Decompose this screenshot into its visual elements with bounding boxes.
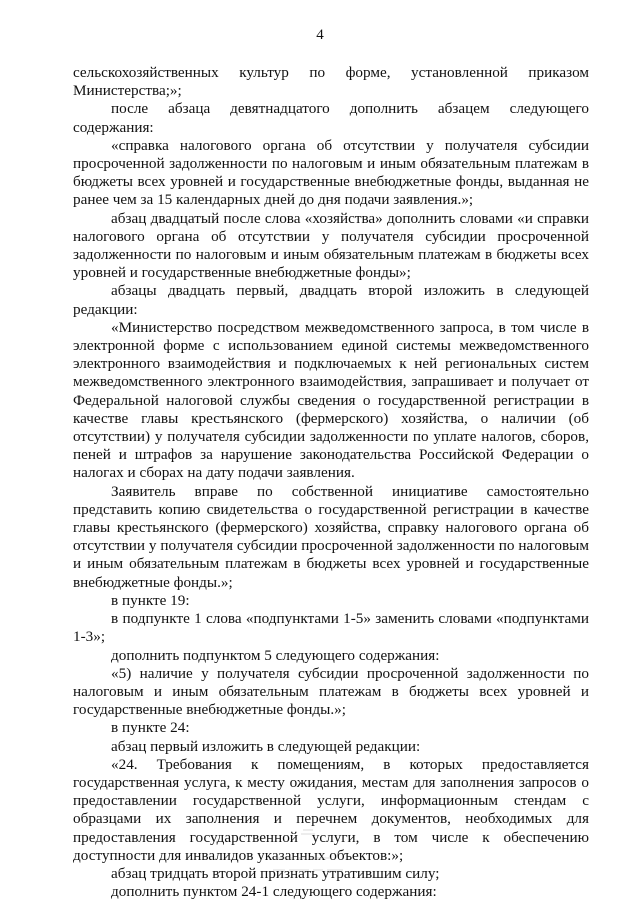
paragraph: Заявитель вправе по собственной инициативе самостоятельно представить копию свидетельства о государственной регистрации в качестве главы крестьянского (фермерского) хозяйства, справку налогового органа об отсутствии у получателя субсидии просроченной задолженности по налоговым и иным обязательным платежам в бюджеты всех уровней и государственные внебюджетные фонды.»; <box>73 482 589 591</box>
paragraph: абзацы двадцать первый, двадцать второй изложить в следующей редакции: <box>73 282 589 318</box>
paragraph: абзац первый изложить в следующей редакции: <box>111 737 421 755</box>
paragraph: «Министерство посредством межведомственного запроса, в том числе в электронной форме с использованием единой системы межведомственного электронного взаимодействия и подключаемых к ней региональных систем межведомственного электронного взаимодействия, запрашивает и получает от Федеральной налоговой службы сведения о государственной регистрации в качестве главы крестьянского (фермерского) хозяйства, о наличии (об отсутствии) у получателя субсидии задолженности по уплате налогов, сборов, пеней и штрафов за нарушение законодательства Российской Федерации о налогах и сборах на дату подачи заявления. <box>73 318 589 482</box>
paragraph: абзац тридцать второй признать утратившим силу; <box>111 864 440 882</box>
paragraph: «24. Требования к помещениям, в которых предоставляется государственная услуга, к месту ожидания, местам для заполнения запросов о предоставлении государственной услуги, информационным стендам с образцами их заполнения и перечнем документов, необходимых для предоставления государственной услуги, в том числе к обеспечению доступности для инвалидов указанных объектов:»; <box>73 755 589 864</box>
paragraph: в пункте 19: <box>111 591 190 609</box>
paragraph: сельскохозяйственных культур по форме, установленной приказом Министерства;»; <box>73 64 589 100</box>
paragraph: «справка налогового органа об отсутствии у получателя субсидии просроченной задолженности по налоговым и иным обязательным платежам в бюджеты всех уровней и государственные внебюджетные фонды, выданная не ранее чем за 15 календарных дней до дня подачи заявления.»; <box>73 136 589 209</box>
paragraph: после абзаца девятнадцатого дополнить абзацем следующего содержания: <box>73 100 589 136</box>
page-number: 4 <box>316 27 324 43</box>
paragraph: дополнить подпунктом 5 следующего содержания: <box>111 646 440 664</box>
paragraph: в подпункте 1 слова «подпунктами 1-5» заменить словами «подпунктами 1-3»; <box>73 610 589 646</box>
paragraph: «5) наличие у получателя субсидии просроченной задолженности по налоговым и иным обязательным платежам в бюджеты всех уровней и государственные внебюджетные фонды.»; <box>73 664 589 719</box>
paragraph: дополнить пунктом 24-1 следующего содержания: <box>111 883 437 901</box>
paragraph: абзац двадцатый после слова «хозяйства» дополнить словами «и справки налогового органа об отсутствии у получателя субсидии просроченной задолженности по налоговым и иным обязательным платежам в бюджеты всех уровней и государственные внебюджетные фонды»; <box>73 209 589 282</box>
paragraph: в пункте 24: <box>111 719 190 737</box>
faint-stamp-mark <box>255 826 365 886</box>
document-body <box>73 64 589 901</box>
